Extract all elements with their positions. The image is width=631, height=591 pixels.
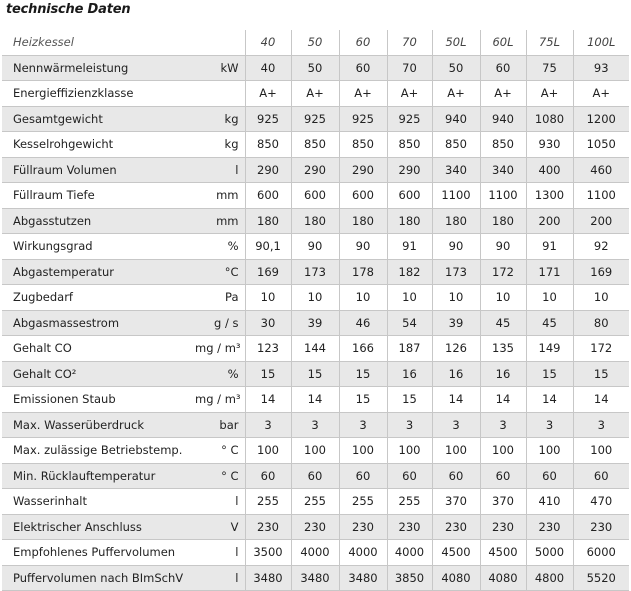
row-value: 60 <box>291 463 339 489</box>
row-value: 123 <box>245 336 291 362</box>
row-label: Zugbedarf <box>2 285 195 311</box>
row-unit: bar <box>195 412 245 438</box>
row-value: 470 <box>573 489 629 515</box>
table-row <box>2 234 629 260</box>
row-unit: l <box>195 157 245 183</box>
header-unit <box>195 30 245 55</box>
row-unit: % <box>195 234 245 260</box>
row-value: 180 <box>480 208 526 234</box>
row-value: 370 <box>432 489 480 515</box>
row-value: 90,1 <box>245 234 291 260</box>
row-value: 850 <box>432 132 480 158</box>
row-value: 200 <box>573 208 629 234</box>
row-label: Energieffizienzklasse <box>2 81 195 107</box>
row-value: 4000 <box>291 540 339 566</box>
row-value: 100 <box>245 438 291 464</box>
header-model: 60 <box>339 30 387 55</box>
row-value: 14 <box>291 387 339 413</box>
table-header-row <box>2 30 629 55</box>
row-value: 850 <box>245 132 291 158</box>
row-value: 925 <box>245 106 291 132</box>
row-value: 255 <box>291 489 339 515</box>
row-value: 30 <box>245 310 291 336</box>
row-label: Kesselrohgewicht <box>2 132 195 158</box>
row-unit: kW <box>195 55 245 81</box>
row-label: Nennwärmeleistung <box>2 55 195 81</box>
row-value: 80 <box>573 310 629 336</box>
table-row <box>2 259 629 285</box>
row-value: 60 <box>432 463 480 489</box>
row-value: 370 <box>480 489 526 515</box>
row-unit: l <box>195 489 245 515</box>
row-value: 230 <box>526 514 573 540</box>
row-value: 4080 <box>480 565 526 591</box>
row-value: 400 <box>526 157 573 183</box>
row-value: 10 <box>480 285 526 311</box>
row-value: 10 <box>573 285 629 311</box>
row-value: 180 <box>432 208 480 234</box>
row-value: 200 <box>526 208 573 234</box>
row-value: 16 <box>387 361 432 387</box>
row-value: 60 <box>480 55 526 81</box>
row-value: 45 <box>480 310 526 336</box>
row-value: 930 <box>526 132 573 158</box>
row-value: 255 <box>245 489 291 515</box>
row-unit: Pa <box>195 285 245 311</box>
row-value: 850 <box>480 132 526 158</box>
row-value: 60 <box>339 463 387 489</box>
table-row <box>2 55 629 81</box>
header-model: 100L <box>573 30 629 55</box>
row-label: Puffervolumen nach BImSchV <box>2 565 195 591</box>
row-value: 290 <box>339 157 387 183</box>
row-value: A+ <box>291 81 339 107</box>
row-value: 39 <box>291 310 339 336</box>
row-value: 3 <box>387 412 432 438</box>
table-row <box>2 565 629 591</box>
row-value: 180 <box>245 208 291 234</box>
row-unit: g / s <box>195 310 245 336</box>
row-value: 3 <box>339 412 387 438</box>
row-value: 1080 <box>526 106 573 132</box>
row-value: 925 <box>291 106 339 132</box>
row-value: 92 <box>573 234 629 260</box>
row-value: 340 <box>480 157 526 183</box>
row-label: Abgastemperatur <box>2 259 195 285</box>
row-value: 5520 <box>573 565 629 591</box>
row-value: 60 <box>339 55 387 81</box>
table-row <box>2 514 629 540</box>
row-value: 60 <box>573 463 629 489</box>
row-value: A+ <box>432 81 480 107</box>
row-value: 171 <box>526 259 573 285</box>
row-value: 3 <box>291 412 339 438</box>
row-value: 187 <box>387 336 432 362</box>
row-value: 50 <box>291 55 339 81</box>
row-value: 100 <box>291 438 339 464</box>
row-value: 1200 <box>573 106 629 132</box>
row-value: 100 <box>432 438 480 464</box>
row-value: 4500 <box>432 540 480 566</box>
row-label: Abgasmassestrom <box>2 310 195 336</box>
row-unit: V <box>195 514 245 540</box>
row-value: A+ <box>387 81 432 107</box>
row-value: 340 <box>432 157 480 183</box>
row-value: 4500 <box>480 540 526 566</box>
row-unit: ° C <box>195 463 245 489</box>
table-row <box>2 81 629 107</box>
row-value: 100 <box>387 438 432 464</box>
row-value: 15 <box>339 361 387 387</box>
header-model: 50 <box>291 30 339 55</box>
table-row <box>2 540 629 566</box>
row-value: 91 <box>387 234 432 260</box>
row-label: Gesamtgewicht <box>2 106 195 132</box>
row-value: 4000 <box>387 540 432 566</box>
row-value: 39 <box>432 310 480 336</box>
row-label: Empfohlenes Puffervolumen <box>2 540 195 566</box>
row-value: 290 <box>387 157 432 183</box>
row-value: 173 <box>432 259 480 285</box>
row-value: 255 <box>387 489 432 515</box>
row-value: 10 <box>291 285 339 311</box>
row-value: 15 <box>291 361 339 387</box>
row-value: 54 <box>387 310 432 336</box>
row-value: 60 <box>480 463 526 489</box>
row-value: 940 <box>432 106 480 132</box>
row-value: 46 <box>339 310 387 336</box>
row-value: 75 <box>526 55 573 81</box>
row-value: 14 <box>245 387 291 413</box>
table-row <box>2 183 629 209</box>
row-value: 3 <box>432 412 480 438</box>
row-unit: kg <box>195 132 245 158</box>
row-value: 230 <box>573 514 629 540</box>
row-value: 144 <box>291 336 339 362</box>
row-value: 15 <box>573 361 629 387</box>
row-value: 90 <box>291 234 339 260</box>
row-value: A+ <box>339 81 387 107</box>
row-value: 255 <box>339 489 387 515</box>
row-value: 10 <box>526 285 573 311</box>
row-value: 60 <box>245 463 291 489</box>
row-value: 940 <box>480 106 526 132</box>
row-value: 15 <box>339 387 387 413</box>
row-label: Gehalt CO² <box>2 361 195 387</box>
row-value: 10 <box>387 285 432 311</box>
row-unit: mm <box>195 183 245 209</box>
row-label: Füllraum Volumen <box>2 157 195 183</box>
row-value: 15 <box>387 387 432 413</box>
row-value: 600 <box>245 183 291 209</box>
row-value: 10 <box>432 285 480 311</box>
page-title: technische Daten <box>6 2 131 17</box>
table-row <box>2 412 629 438</box>
row-value: 600 <box>291 183 339 209</box>
row-value: 4080 <box>432 565 480 591</box>
row-value: A+ <box>245 81 291 107</box>
table-row <box>2 285 629 311</box>
row-value: 10 <box>245 285 291 311</box>
row-label: Elektrischer Anschluss <box>2 514 195 540</box>
row-value: 290 <box>291 157 339 183</box>
row-value: 93 <box>573 55 629 81</box>
row-value: 4800 <box>526 565 573 591</box>
row-value: 925 <box>387 106 432 132</box>
header-label: Heizkessel <box>13 35 74 50</box>
row-value: 3 <box>573 412 629 438</box>
row-value: 182 <box>387 259 432 285</box>
row-value: 100 <box>573 438 629 464</box>
row-value: 15 <box>245 361 291 387</box>
row-value: 15 <box>526 361 573 387</box>
row-value: 91 <box>526 234 573 260</box>
row-value: A+ <box>526 81 573 107</box>
row-label: Gehalt CO <box>2 336 195 362</box>
row-unit <box>195 81 245 107</box>
row-value: 230 <box>291 514 339 540</box>
table-row <box>2 463 629 489</box>
row-value: 169 <box>573 259 629 285</box>
row-value: 166 <box>339 336 387 362</box>
row-value: 135 <box>480 336 526 362</box>
table-row <box>2 157 629 183</box>
table-row <box>2 336 629 362</box>
technical-data-table <box>2 30 629 591</box>
table-row <box>2 387 629 413</box>
row-value: 60 <box>387 463 432 489</box>
row-value: 3850 <box>387 565 432 591</box>
row-value: 45 <box>526 310 573 336</box>
row-value: 70 <box>387 55 432 81</box>
row-value: 1050 <box>573 132 629 158</box>
row-value: 90 <box>339 234 387 260</box>
row-unit: mg / m³ <box>195 336 245 362</box>
row-label: Wirkungsgrad <box>2 234 195 260</box>
row-value: 850 <box>387 132 432 158</box>
row-value: 14 <box>573 387 629 413</box>
row-value: 850 <box>339 132 387 158</box>
row-value: 230 <box>432 514 480 540</box>
table-row <box>2 489 629 515</box>
row-unit: kg <box>195 106 245 132</box>
row-value: 90 <box>432 234 480 260</box>
row-label: Füllraum Tiefe <box>2 183 195 209</box>
row-value: 14 <box>480 387 526 413</box>
row-value: 600 <box>339 183 387 209</box>
table-row <box>2 438 629 464</box>
row-value: 600 <box>387 183 432 209</box>
row-value: 40 <box>245 55 291 81</box>
row-value: 10 <box>339 285 387 311</box>
row-label: Abgasstutzen <box>2 208 195 234</box>
row-value: 14 <box>526 387 573 413</box>
row-value: 16 <box>480 361 526 387</box>
table-row <box>2 132 629 158</box>
row-label: Max. Wasserüberdruck <box>2 412 195 438</box>
row-value: 100 <box>339 438 387 464</box>
row-value: 172 <box>573 336 629 362</box>
row-value: 1100 <box>432 183 480 209</box>
row-value: A+ <box>573 81 629 107</box>
row-value: 3 <box>245 412 291 438</box>
row-value: 149 <box>526 336 573 362</box>
row-value: 6000 <box>573 540 629 566</box>
row-value: 169 <box>245 259 291 285</box>
row-value: 60 <box>526 463 573 489</box>
row-label: Max. zulässige Betriebstemp. <box>2 438 195 464</box>
row-value: 3 <box>480 412 526 438</box>
row-value: 126 <box>432 336 480 362</box>
row-value: 3 <box>526 412 573 438</box>
row-value: A+ <box>480 81 526 107</box>
header-model: 40 <box>245 30 291 55</box>
row-value: 178 <box>339 259 387 285</box>
row-value: 3480 <box>291 565 339 591</box>
row-value: 410 <box>526 489 573 515</box>
header-model: 75L <box>526 30 573 55</box>
row-value: 173 <box>291 259 339 285</box>
row-unit: ° C <box>195 438 245 464</box>
row-label: Min. Rücklauftemperatur <box>2 463 195 489</box>
row-value: 850 <box>291 132 339 158</box>
row-value: 180 <box>291 208 339 234</box>
row-label: Emissionen Staub <box>2 387 195 413</box>
table-row <box>2 106 629 132</box>
row-unit: % <box>195 361 245 387</box>
row-value: 5000 <box>526 540 573 566</box>
header-model: 70 <box>387 30 432 55</box>
row-unit: l <box>195 565 245 591</box>
row-value: 180 <box>387 208 432 234</box>
row-value: 3500 <box>245 540 291 566</box>
row-value: 1100 <box>573 183 629 209</box>
row-value: 14 <box>432 387 480 413</box>
row-value: 4000 <box>339 540 387 566</box>
row-value: 1100 <box>480 183 526 209</box>
row-unit: mm <box>195 208 245 234</box>
row-value: 230 <box>339 514 387 540</box>
row-value: 230 <box>245 514 291 540</box>
row-value: 3480 <box>339 565 387 591</box>
row-value: 925 <box>339 106 387 132</box>
row-value: 1300 <box>526 183 573 209</box>
row-unit: l <box>195 540 245 566</box>
row-value: 230 <box>387 514 432 540</box>
row-unit: mg / m³ <box>195 387 245 413</box>
row-value: 3480 <box>245 565 291 591</box>
table-row <box>2 310 629 336</box>
row-label: Wasserinhalt <box>2 489 195 515</box>
row-value: 16 <box>432 361 480 387</box>
row-value: 180 <box>339 208 387 234</box>
row-value: 100 <box>480 438 526 464</box>
row-value: 172 <box>480 259 526 285</box>
row-unit: °C <box>195 259 245 285</box>
row-value: 230 <box>480 514 526 540</box>
table-row <box>2 208 629 234</box>
header-model: 50L <box>432 30 480 55</box>
row-value: 90 <box>480 234 526 260</box>
row-value: 50 <box>432 55 480 81</box>
table-row <box>2 361 629 387</box>
row-value: 290 <box>245 157 291 183</box>
row-value: 100 <box>526 438 573 464</box>
row-value: 460 <box>573 157 629 183</box>
header-model: 60L <box>480 30 526 55</box>
